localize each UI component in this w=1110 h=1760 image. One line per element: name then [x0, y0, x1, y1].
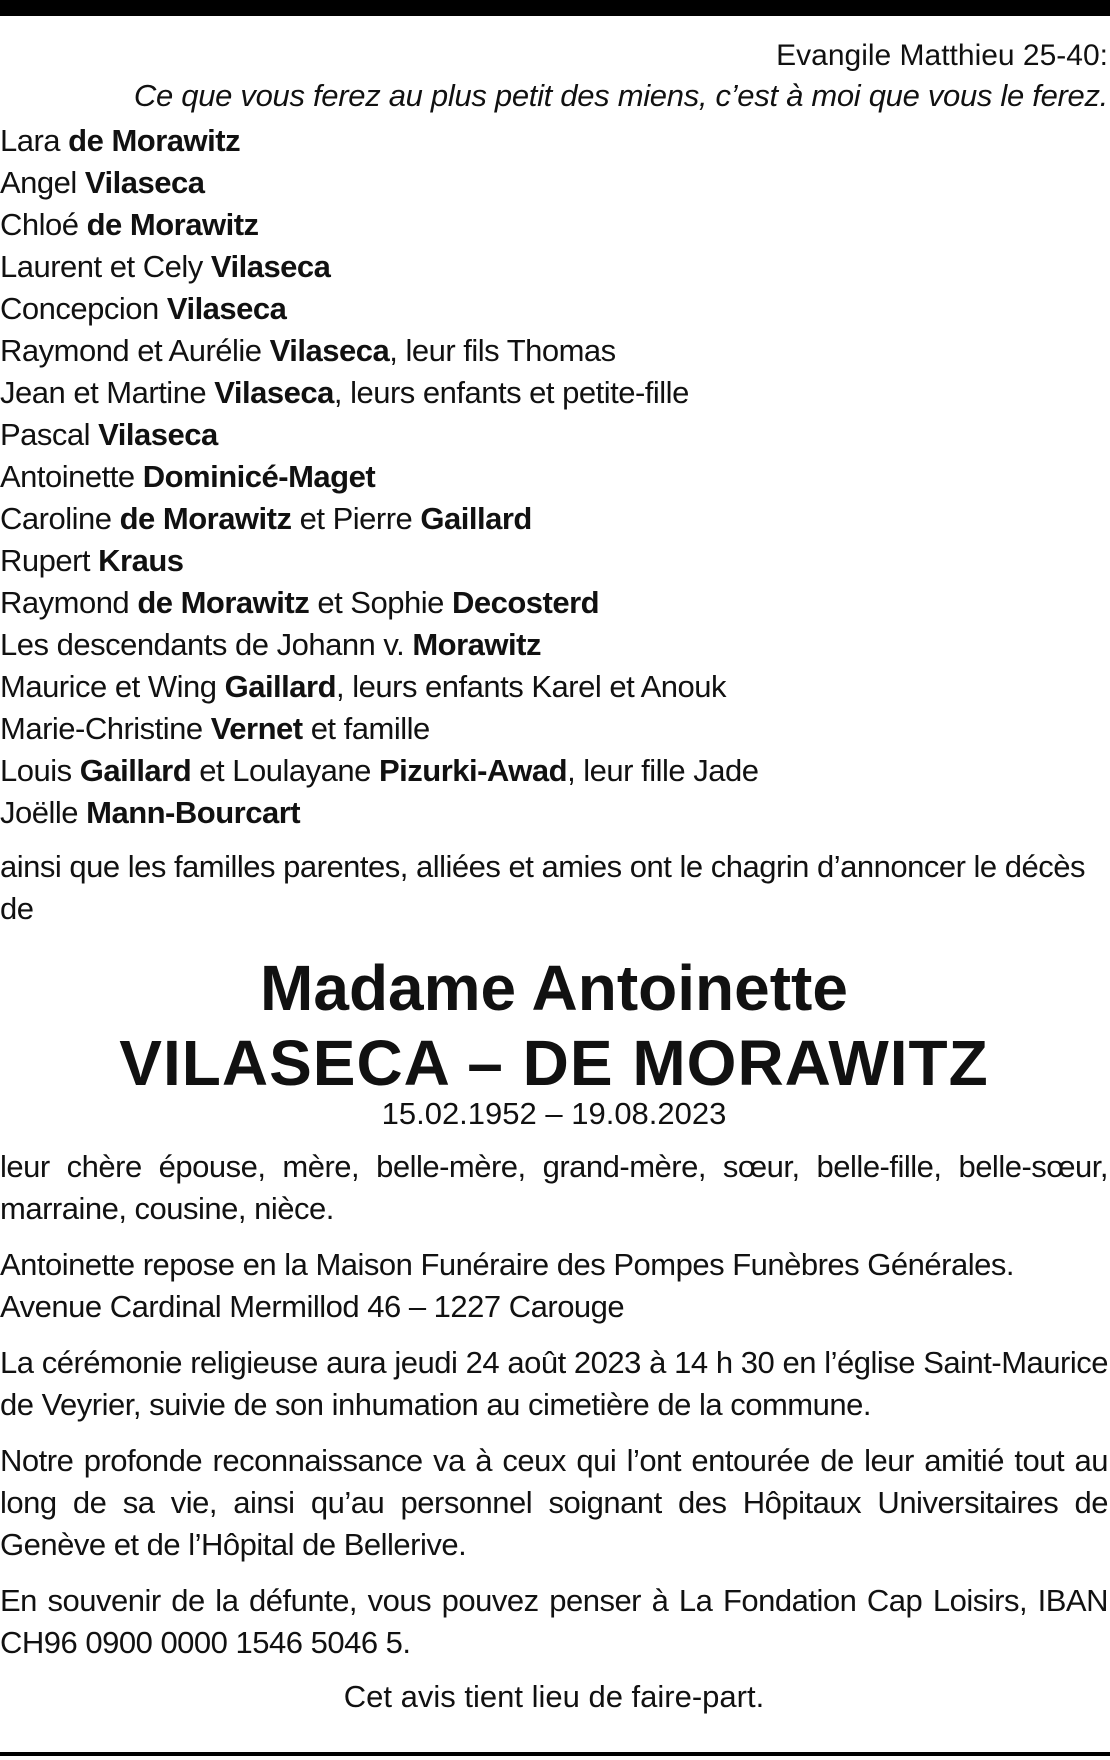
mourner-family-name: Gaillard: [420, 501, 532, 536]
mourner-family-name: Morawitz: [412, 627, 541, 662]
bottom-border: [0, 1752, 1110, 1756]
mourner-line: [0, 456, 1108, 498]
mourner-given-names: Raymond: [0, 585, 130, 620]
mourner-line: [0, 498, 1108, 540]
mourner-family-name: Gaillard: [224, 669, 337, 704]
mourner-family-name: Vernet: [210, 711, 303, 746]
mourner-family-name: Pizurki-Awad: [378, 753, 568, 788]
mourner-given-names: Concepcion: [0, 291, 159, 326]
mourner-family-name: Vilaseca: [98, 417, 218, 452]
mourner-family-name: Vilaseca: [84, 165, 205, 200]
mourner-note: , leurs enfants et petite-fille: [333, 375, 689, 410]
mourner-line: [0, 792, 1108, 834]
mourner-family-name: Vilaseca: [269, 333, 390, 368]
closing-text: Cet avis tient lieu de faire-part.: [343, 1679, 765, 1714]
mourner-given-names: Chloé: [0, 207, 79, 242]
deceased-name-line2: VILASECA – DE MORAWITZ: [119, 1027, 989, 1099]
mourner-line: [0, 666, 1108, 708]
mourner-line: [0, 204, 1108, 246]
top-border: [0, 0, 1110, 16]
thanks-text: Notre profonde reconnaissance va à ceux qui l’ont entourée de leur amitié tout au long de sa vie, ainsi qu’au personnel soignant des Hôpitaux Universitaires de Genève et de l’Hôpital de Bellerive.: [0, 1443, 1108, 1562]
epigraph: [0, 36, 1108, 116]
mourner-given-names: Raymond et Aurélie: [0, 333, 262, 368]
mourner-given-names: Joëlle: [0, 795, 78, 830]
mourner-line: [0, 120, 1108, 162]
announcement-text: ainsi que les familles parentes, alliées et amies ont le chagrin d’annoncer le décès de: [0, 849, 1085, 926]
mourner-family-name: Vilaseca: [214, 375, 334, 410]
mourner-family-name: de Morawitz: [86, 207, 259, 242]
mourner-given-names: Laurent et Cely: [0, 249, 203, 284]
mourner-family-name: Decosterd: [451, 585, 600, 620]
mourner-line: [0, 414, 1108, 456]
mourner-family-name: de Morawitz: [68, 123, 241, 158]
mourner-line: [0, 372, 1108, 414]
ceremony-text: La cérémonie religieuse aura jeudi 24 août 2023 à 14 h 30 en l’église Saint-Maurice de Veyrier, suivie de son inhumation au cimetière de la commune.: [0, 1345, 1108, 1422]
mourner-family-name: Gaillard: [79, 753, 192, 788]
mourner-given-names: Les descendants de Johann v.: [0, 627, 405, 662]
mourner-given-names: Marie-Christine: [0, 711, 203, 746]
mourner-given-names: Lara: [0, 123, 61, 158]
mourner-line: [0, 540, 1108, 582]
mourner-line: [0, 330, 1108, 372]
mourner-line: [0, 246, 1108, 288]
mourner-given-names: Antoinette: [0, 459, 135, 494]
mourner-note: , leur fille Jade: [567, 753, 759, 788]
mourner-family-name: Mann-Bourcart: [86, 795, 301, 830]
relation-text: leur chère épouse, mère, belle-mère, grand-mère, sœur, belle-fille, belle-sœur, marraine, cousine, nièce.: [0, 1149, 1108, 1226]
mourner-conjunction: et Pierre: [299, 501, 413, 536]
mourner-line: [0, 288, 1108, 330]
mourner-given-names: Maurice et Wing: [0, 669, 217, 704]
mourner-line: [0, 582, 1108, 624]
rest-place-line1: Antoinette repose en la Maison Funéraire des Pompes Funèbres Générales.: [0, 1247, 1014, 1282]
mourners-list: [0, 120, 1108, 834]
deceased-name-line1: Madame Antoinette: [260, 952, 848, 1024]
mourner-given-names: Louis: [0, 753, 72, 788]
mourner-given-names: Angel: [0, 165, 77, 200]
mourner-note: et famille: [302, 711, 430, 746]
mourner-line: [0, 162, 1108, 204]
mourner-conjunction: et Loulayane: [199, 753, 371, 788]
mourner-note: , leurs enfants Karel et Anouk: [336, 669, 726, 704]
mourner-family-name: de Morawitz: [137, 585, 310, 620]
mourner-given-names: Rupert: [0, 543, 91, 578]
epigraph-text: Ce que vous ferez au plus petit des miens, c’est à moi que vous le ferez.: [133, 78, 1108, 113]
mourner-note: , leur fils Thomas: [389, 333, 616, 368]
mourner-line: [0, 708, 1108, 750]
mourner-given-names: Pascal: [0, 417, 91, 452]
obituary-notice: [0, 36, 1108, 1718]
mourner-line: [0, 624, 1108, 666]
mourner-given-names: Jean et Martine: [0, 375, 207, 410]
mourner-given-names: Caroline: [0, 501, 112, 536]
deceased-dates: 15.02.1952 – 19.08.2023: [381, 1096, 727, 1131]
rest-place: [0, 1244, 1108, 1328]
mourner-family-name: Dominicé-Maget: [142, 459, 376, 494]
donation-text: En souvenir de la défunte, vous pouvez penser à La Fondation Cap Loisirs, IBAN CH96 0900 0000 1546 5046 5.: [0, 1583, 1108, 1660]
mourner-family-name: Vilaseca: [210, 249, 331, 284]
epigraph-reference: Evangile Matthieu 25-40:: [776, 39, 1108, 72]
mourner-conjunction: et Sophie: [317, 585, 444, 620]
mourner-line: [0, 750, 1108, 792]
mourner-family-name: Kraus: [98, 543, 184, 578]
rest-place-line2: Avenue Cardinal Mermillod 46 – 1227 Carouge: [0, 1289, 625, 1324]
mourner-family-name: de Morawitz: [119, 501, 292, 536]
mourner-family-name: Vilaseca: [166, 291, 287, 326]
